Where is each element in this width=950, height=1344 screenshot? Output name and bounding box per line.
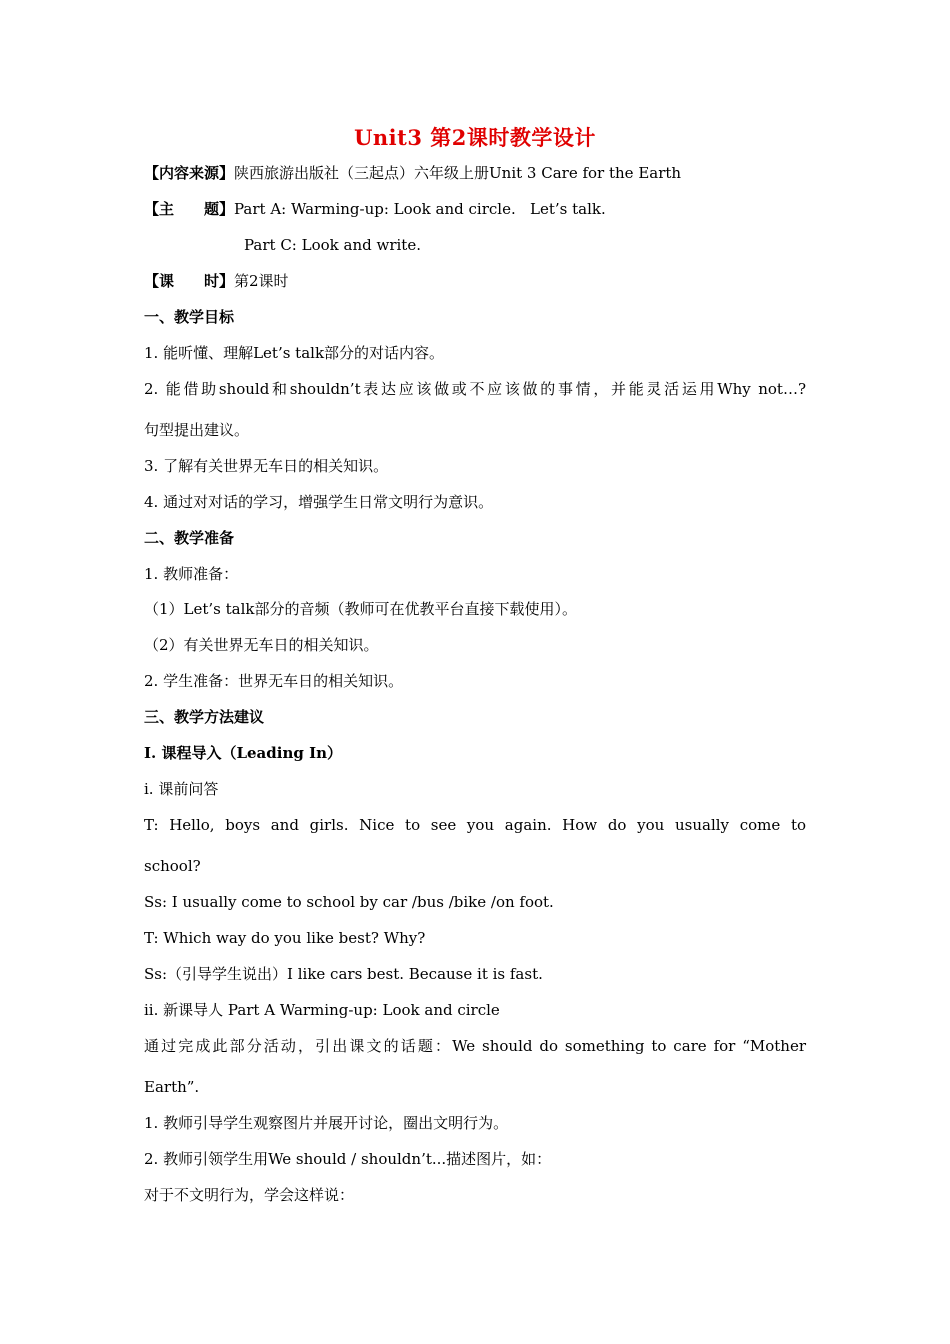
subheading-leading-in: I. 课程导入（Leading In） bbox=[144, 744, 342, 762]
method-line: 2. 教师引领学生用We should / shouldn’t...描述图片，如： bbox=[144, 1150, 552, 1168]
goal-item-continued: 句型提出建议。 bbox=[144, 421, 250, 439]
method-line: Earth”. bbox=[144, 1078, 200, 1096]
method-line: 对于不文明行为，学会这样说： bbox=[144, 1186, 355, 1204]
prep-item: （1）Let’s talk部分的音频（教师可在优教平台直接下载使用）。 bbox=[144, 600, 578, 618]
source-value: 陕西旅游出版社（三起点）六年级上册Unit 3 Care for the Earth bbox=[234, 164, 682, 182]
method-line: 1. 教师引导学生观察图片并展开讨论，圈出文明行为。 bbox=[144, 1114, 509, 1132]
method-line: ii. 新课导人 Part A Warming-up: Look and circle bbox=[144, 1001, 500, 1019]
section-heading-method: 三、教学方法建议 bbox=[144, 708, 265, 726]
prep-item: （2）有关世界无车日的相关知识。 bbox=[144, 636, 379, 654]
goal-item: 1. 能听懂、理解Let’s talk部分的对话内容。 bbox=[144, 344, 445, 362]
source-label: 【内容来源】 bbox=[144, 164, 235, 182]
method-line: T: Which way do you like best? Why? bbox=[144, 929, 426, 947]
method-line: Ss: I usually come to school by car /bus /bike /on foot. bbox=[144, 893, 554, 911]
method-line: i. 课前问答 bbox=[144, 780, 219, 798]
topic-value: Part A: Warming-up: Look and circle. Let’s talk. bbox=[234, 200, 606, 218]
topic-line bbox=[144, 198, 606, 220]
goal-item: 4. 通过对对话的学习，增强学生日常文明行为意识。 bbox=[144, 493, 494, 511]
method-line: school? bbox=[144, 857, 201, 875]
section-heading-prep: 二、教学准备 bbox=[144, 529, 235, 547]
period-line bbox=[144, 270, 289, 292]
document-title: Unit3 第2课时教学设计 bbox=[354, 125, 596, 150]
prep-item: 2. 学生准备：世界无车日的相关知识。 bbox=[144, 672, 404, 690]
period-label: 【课 时】 bbox=[144, 272, 235, 290]
goal-item: 2. 能借助should和shouldn’t表达应该做或不应该做的事情，并能灵活运用Why not…? bbox=[144, 380, 806, 398]
topic-label: 【主 题】 bbox=[144, 200, 235, 218]
period-value: 第2课时 bbox=[234, 272, 289, 290]
method-line: T: Hello, boys and girls. Nice to see you again. How do you usually come to bbox=[144, 816, 806, 834]
source-line bbox=[144, 162, 681, 184]
topic-value-2: Part C: Look and write. bbox=[244, 236, 421, 254]
method-line: Ss:（引导学生说出）I like cars best. Because it is fast. bbox=[144, 965, 543, 983]
section-heading-goals: 一、教学目标 bbox=[144, 308, 235, 326]
method-line: 通过完成此部分活动，引出课文的话题：We should do something to care for “Mother bbox=[144, 1037, 806, 1055]
goal-item: 3. 了解有关世界无车日的相关知识。 bbox=[144, 457, 389, 475]
prep-item: 1. 教师准备： bbox=[144, 565, 239, 583]
